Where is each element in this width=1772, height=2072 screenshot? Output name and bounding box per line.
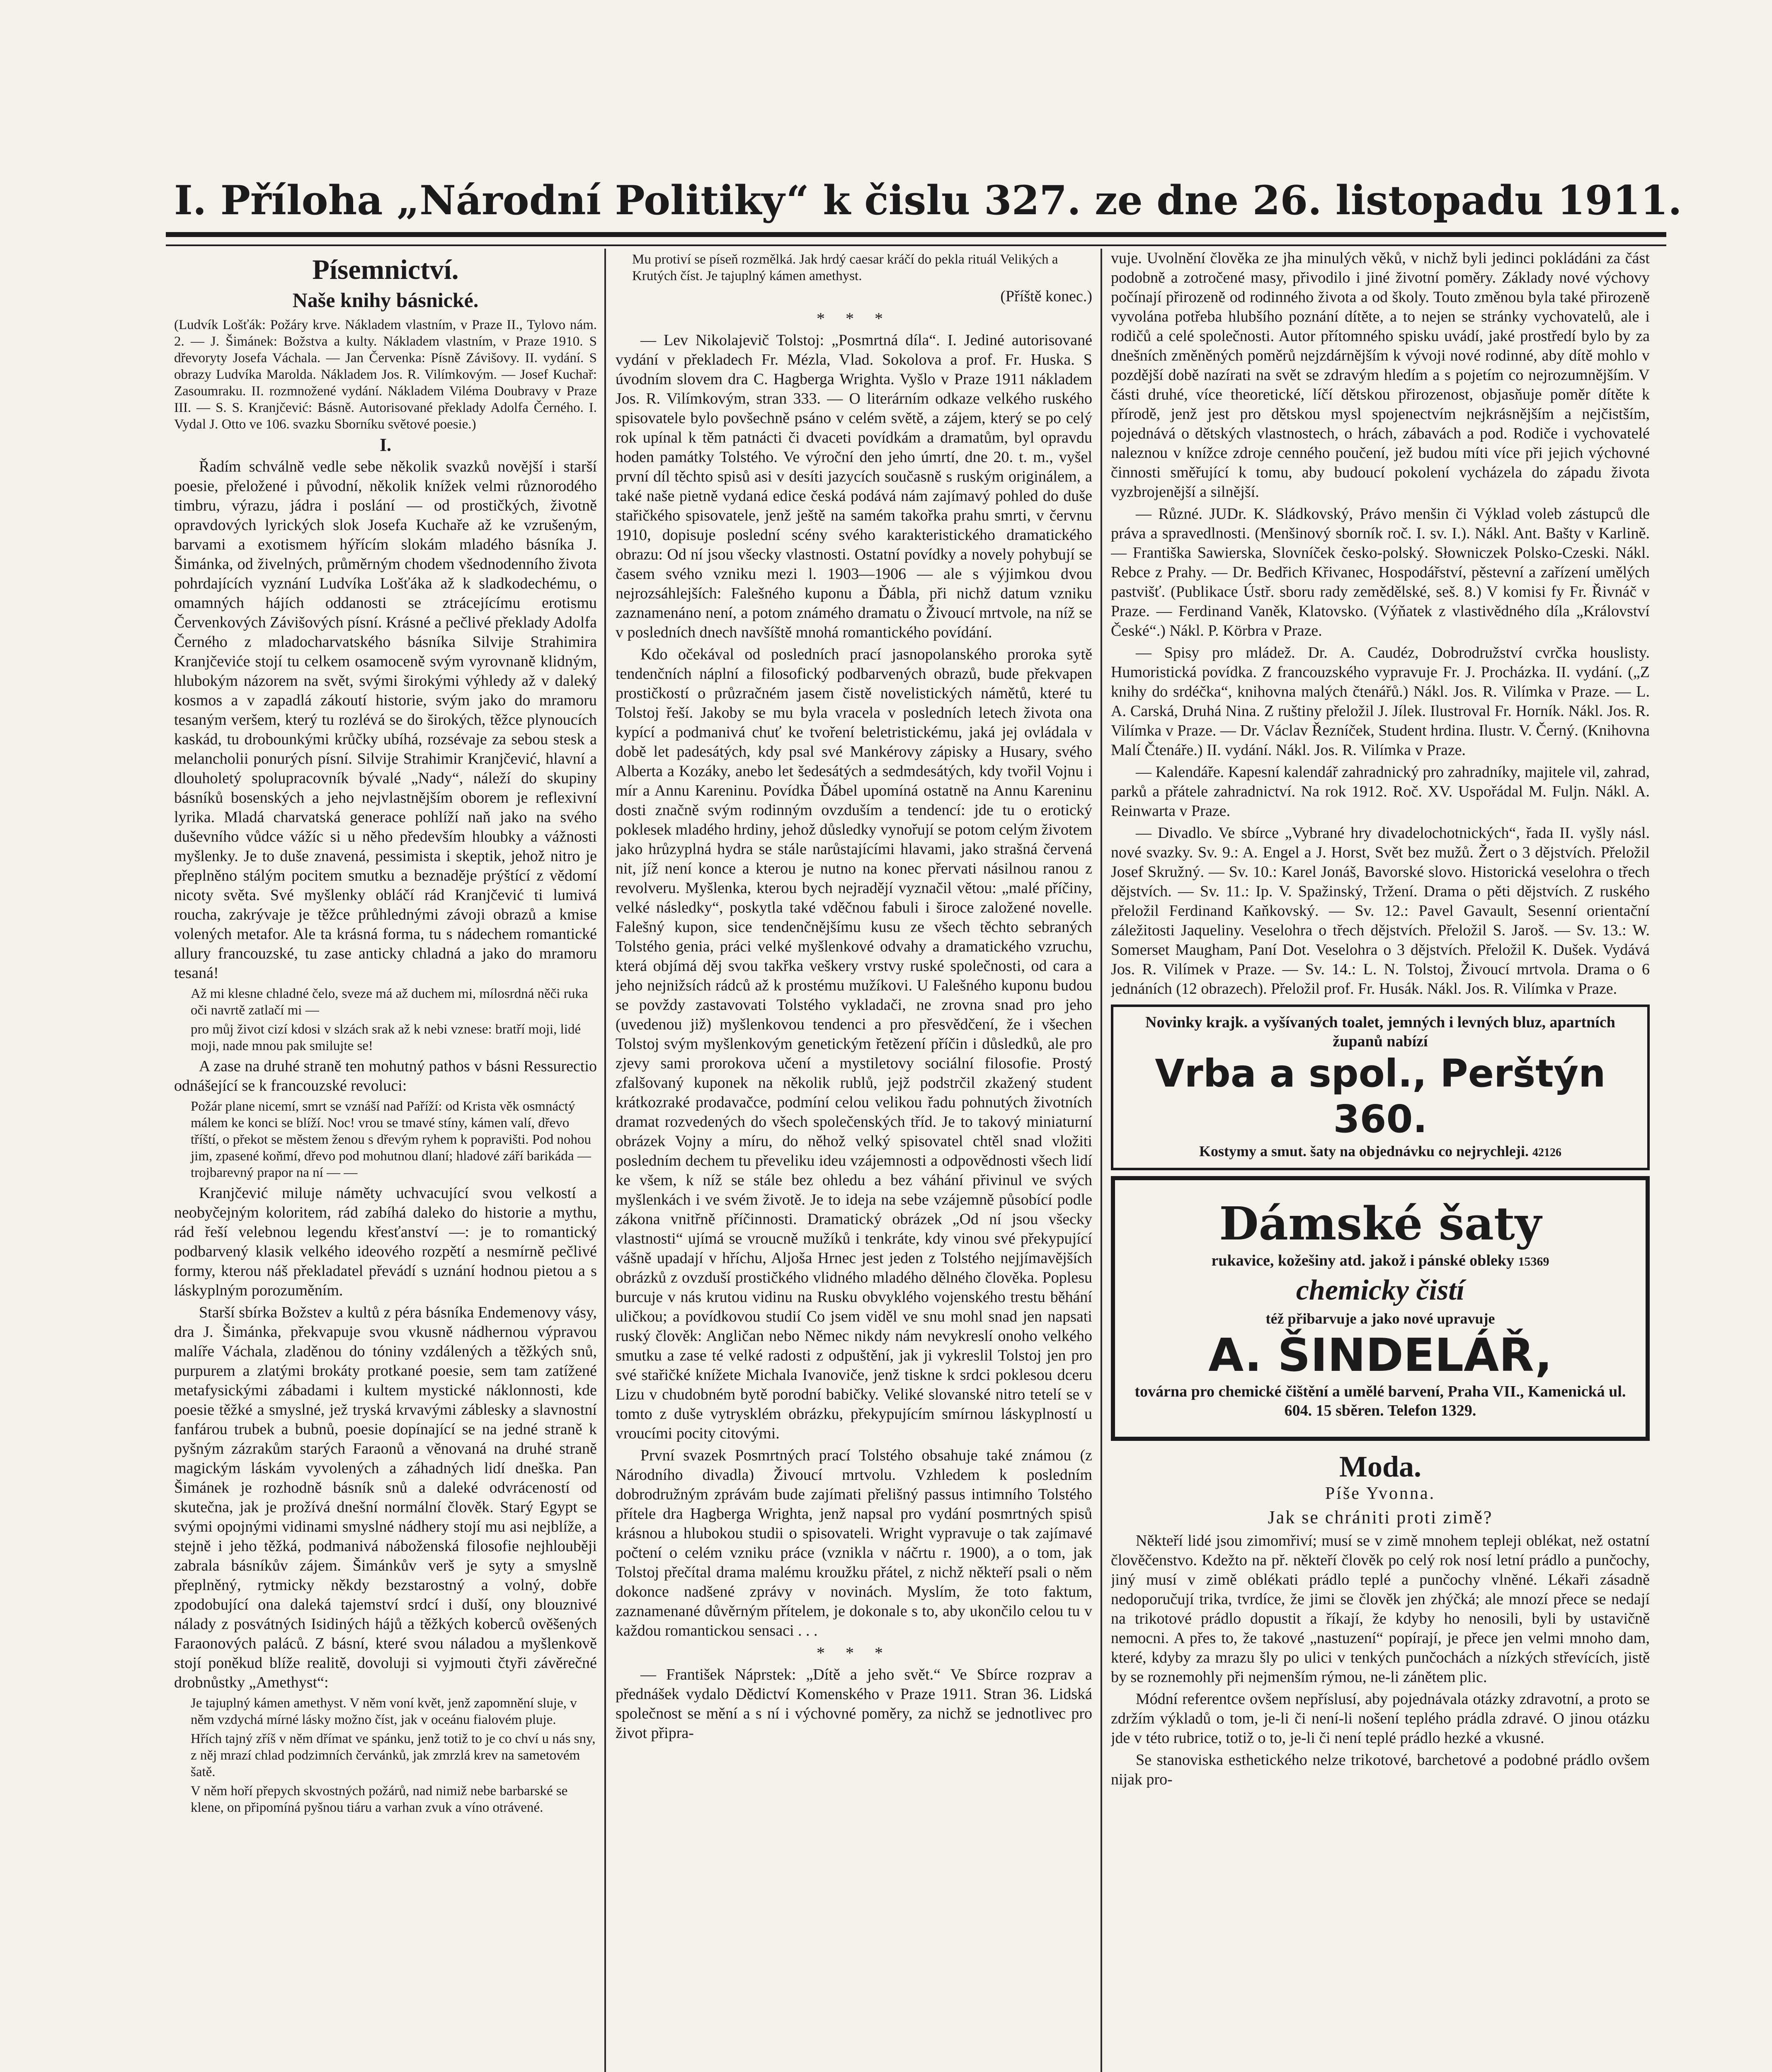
ad-text: Novinky krajk. a vyšívaných toalet, jemných i levných bluz, apartních županů nabízí — [1145, 1014, 1615, 1050]
paragraph: První svazek Posmrtných prací Tolstého obsahuje také známou (z Národního divadla) Živoucí mrtvolu. Vzhledem k posledním dobrodružným zprávám bude zajímati přelišný passus intimního Tolstého přítele dra Hagberga Wrighta, jenž napsal pro vydání posmrtných spisů krásnou a hlubokou studii o spisovateli. Wright vypravuje o tak zajímavé počtení o celém vzniku práce (vznikla v náčrtu r. 1900), a o tom, jak Tolstoj přečítal drama malému kroužku přátel, z nichž někteří psali o něm dokonce nadšené zprávy v novinách. Myslím, že toto faktum, zaznamenané důvěrným přítelem, je dokonale s to, aby ukončilo celou tu v každou romantickou sensaci . . . — [616, 1447, 1092, 1639]
ad-text — [1127, 1251, 1633, 1272]
ad-number: 15369 — [1518, 1255, 1549, 1268]
header-rule-thin — [166, 244, 1666, 246]
paragraph: Módní referentce ovšem nepříslusí, aby pojednávala otázky zdravotní, a proto se zdržím výkladů o tom, je-li či není-li nošení teplého prádla zdravé. O jinou otázku jde v této rubrice, totiž o to, je-li či není teplé prádlo hezké a vkusné. — [1111, 1690, 1650, 1747]
moda-title: Moda. — [1339, 1450, 1421, 1483]
paragraph: Někteří lidé jsou zimomřiví; musí se v zimě mnohem tepleji oblékat, než ostatní člověčenstvo. Kdežto na př. někteří člověk po celý rok nosí letní prádlo a punčochy, jiný musí v zimě oblékati prádlo teplé a punčochy vlněné. Lékaři zásadně nedoporučují trika, tvrdíce, že jimi se člověk jen zhýčká; ale mnozí přece se nedají na trikotové prádlo dopustit a říkají, že kdyby ho nenosili, byli by ustavičně nemocni. A přes to, že takové „nastuzení“ popírají, je přece jen velmi mnoho dam, které, kdyby za mrazu šly po ulici v tenkých punčochách a nízkých střevících, jistě by se roznemohly při nejmenším rýmou, ne-li zánětem plic. — [1111, 1532, 1650, 1686]
paragraph: — Divadlo. Ve sbírce „Vybrané hry divadelochotnických“, řada II. vyšly násl. nové svazky. Sv. 9.: A. Engel a J. Horst, Svět bez mužů. Žert o 3 dějstvích. Přeložil Josef Skružný. — Sv. 10.: Karel Jonáš, Bavorské slovo. Historická veselohra o třech dějstvích. — Sv. 11.: Ip. V. Spažinský, Tržení. Drama o pěti dějstvích. Z ruského přeložil Ferdinand Kaňkovský. — Sv. 12.: Pavel Gavault, Sesenní orientační záležitosti Jaqueliny. Veselohra o třech dějstvích. Přeložil S. Jaroš. — Sv. 13.: W. Somerset Maugham, Paní Dot. Veselohra o 3 dějstvích. Přeložil K. Dušek. Vydává Jos. R. Vilímek v Praze. — Sv. 14.: L. N. Tolstoj, Živoucí mrtvola. Drama o 6 jednáních (12 obrazech). Přeložil prof. Fr. Husák. Nákl. Jos. R. Vilímka v Praze. — [1111, 824, 1650, 997]
intro-paragraph: (Ludvík Lošťák: Požáry krve. Nákladem vlastním, v Praze II., Tylovo nám. 2. — J. Šimánek: Božstva a kulty. Nákladem vlastním, v Praze 1910. S dřevoryty Josefa Váchala. — Jan Červenka: Písně Závišovy. II. vydání. S obrazy Ludvíka Marolda. Nákladem Jos. R. Vilímkovým. — Josef Kuchař: Zasoumraku. II. rozmnožené vydání. Nákladem Viléma Doubravy v Praze III. — S. S. Kranjčević: Básně. Autorisované překlady Adolfa Černého. I. Vydal J. Otto ve 106. svazku Sborníku světové poesie.) — [174, 317, 597, 432]
column-divider-1 — [604, 249, 606, 2072]
paragraph: Kdo očekával od posledních prací jasnopolanského proroka sytě tendenčních náplní a filosofický podbarvených obrazů, bude překvapen prostičkostí o průzračném jasem čistě novelistických námětů, které tu Tolstoj řeší. Jakoby se mu byla vracela v posledních letech života ona kypící a podmanivá chuť ke tvoření beletristickému, jaká jej ovládala v době let padesátých, kdy psal své Mankérovy zápisky a Husary, svého Alberta a Kozáky, anebo let šedesátých a sedmdesátých, kdy tvořil Vojnu i mír a Annu Kareninu. Povídka Ďábel upomíná ostatně na Annu Kareninu dosti značně svým rodinným ovzduším a tendencí: jde tu o erotický poklesek mladého hrdiny, jehož důsledky vynořují se potom celým životem jako hrůzyplná hydra se stále narůstajícími hlavami, jako strašná červená nit, jíž není konce a kterou je nutno na konec přervati násilnou ranou z revolveru. Myšlenka, kterou bych nejradějí vyznačil větou: „malé příčiny, velké následky“, poskytla také vděčnou fabuli i široce založené novelle. Falešný kupon, sice tendenčnějšímu kusu ze všech těchto sebraných Tolstého genia, práci velké myšlenkové odvahy a dramatického vzruchu, která objímá děj svou takřka veškery vrstvy ruské společnosti, od cara a jeho nejnižsích rádců až k prostému mužíkovi. U Falešného kuponu budou se povždy zastavovati Tolstého vykladači, ne zrovna snad pro jeho (uvedenou již) myšlenkovou tendenci a pro přesvědčení, že i všechen Tolstoj svým myšlenkovým genetickým řetězení příčin i důsledků, ale pro zjevy sami prorokova učení a mystiletovy sociální filosofie. Prostý zfalšovaný kuponek na několik rublů, jejž podstrčil zkažený student krátkozraké prodavačce, podmíní celou velikou řadu pohnutých životních dramat rozvedených do všech společenských tříd. Je to takový miniaturní obrázek Vojny a míru, do něhož velký spisovatel chtěl snad vložiti posledním dechem tu převeliku ideu vzájemnosti a odpovědnosti všech lidí ke všem, k níž se stále bez ohledu a bez váhání přivinul ve svých myšlenkách i ve svém životě. Je to ideja na sebe vzájemně působící podle zákona vnitřně příčinnosti. Dramatický obrázek „Od ní jsou všecky vlastnosti“ ujímá se vroucně mužíků i tenkráte, kdy vinou své překypující vášně upadají v hříchu, Aljoša Hrnec jest jeden z Tolstého nejjímavějších obrázků z ovzduší prostičkého vlidného mladého dělného člověka. Poplesu burcuje v nás krutou vidinu na Rusku obvyklého vojenského trestu běhání uličkou; a povídkovou studií Co jsem viděl ve snu mohl snad jen napsati ruský člověk: Angličan nebo Němec nikdy nám nevykreslí onoho velkého smutku a zase té velké radosti z odpuštění, jak ji vykreslil Tolstoj jen pro své stařičké knížete Michala Ivanoviče, jenž tiskne k srdci poklesou dceru Lizu v chudobném bytě porodní babičky. Veliké slovanské nitro tetelí se v tomto z duše vytrysklém obrázku, překypujícím smírnou láskyplností u vroucími pocity citovými. — [616, 646, 1092, 1442]
column-divider-2 — [1101, 249, 1102, 2072]
paragraph: — Lev Nikolajevič Tolstoj: „Posmrtná díla“. I. Jediné autorisované vydání v překladech Fr. Mézla, Vlad. Sokolova a prof. Fr. Huska. S úvodním slovem dra C. Hagberga Wrighta. Vyšlo v Praze 1911 nákladem Jos. R. Vilímkovým, stran 333. — O literárním odkaze velkého ruského spisovatele bylo povšechně psáno v celém světě, a zájem, který se po celý rok upínal k těm patnácti či dvaceti povídkám a dramatům, byl opravdu hoden památky Tolstého. Ve výroční den jeho úmrtí, dne 20. t. m., vyšel první díl těchto spisů asi v desíti jazycích současně s ruským originálem, a také naše pietně vydaná edice česká podává nám zajímavý pohled do duše stařičkého spisovatele, jenž ještě na samém takořka prahu smrti, v červnu 1910, dopisuje poslední scény svého karakteristického dramatického obrazu: Od ní jsou všecky vlastnosti. Ostatní povídky a novely pohybují se časem svého vzniku mezi l. 1903—1906 — ale s výjimkou dvou nejrozsáhlejších: Falešného kuponu a Ďábla, při nichž datum vzniku zaznamenáno není, a potom známého dramatu o Živoucí mrtvole, na níž se v posledních dnech navšíště mnohá romantického povídání. — [616, 332, 1092, 641]
moda-author: Píše Yvonna. — [1325, 1484, 1436, 1503]
ad-company-name: A. ŠINDELÁŘ, — [1208, 1329, 1552, 1382]
poem-stanza: Hřích tajný zříš v něm dřímat ve spánku, jenž totiž to je co chví u nás sny, z něj mrazí chlad podzimních červánků, jak zmrzlá krev na sametovém šatě. — [191, 1731, 596, 1779]
ad-text: též přibarvuje a jako nové upravuje — [1265, 1310, 1495, 1327]
ad-text-line: Kostymy a smut. šaty na objednávku co nejrychleji. — [1199, 1143, 1529, 1159]
header-rule — [166, 232, 1666, 237]
ad-subheadline: chemicky čistí — [1296, 1274, 1465, 1306]
continuation-note: (Příště konec.) — [1000, 288, 1092, 305]
paragraph: Se stanoviska esthetického nelze trikotové, barchetové a podobné prádlo ovšem nijak pro- — [1111, 1751, 1650, 1788]
moda-question: Jak se chrániti proti zimě? — [1268, 1507, 1493, 1527]
advertisement-vrba — [1111, 1005, 1650, 1170]
poem-stanza: Je tajuplný kámen amethyst. V něm voní květ, jenž zapomnění sluje, v něm vzdychá mírné lásky možno číst, jak v oceánu fialovém pluje. — [191, 1696, 577, 1727]
section-title: Písemnictví. — [312, 254, 459, 285]
ad-text: továrna pro chemické čištění a umělé barvení, Praha VII., Kamenická ul. 604. 15 sběren. Telefon 1329. — [1134, 1383, 1626, 1419]
paragraph: vuje. Uvolnění člověka ze jha minulých věků, v nichž byli jedinci pokládáni za část podobně a zotročené masy, přivodilo i jiné životní poměry. Základy nové výchovy počínají přirozeně od rodinného života a od školy. Touto změnou byla také přirozeně vyvolána potřeba hlubšího poznání dítěte, a to nejen se stránky vychovatelů, ale i rodičů a celé společnosti. Autor přítomného spisku uvádí, jaké prostředí bylo by za dnešních změněných poměrů nejzdárnějším k vývoji nové rodinné, aby dítě mohlo v pozdější době nazírati na svět se zdravým hledím a s pojetím co nejrozumnějším. V části druhé, více theoretické, líčí dětskou přirozenost, objasňuje poměr dítěte k přírodě, jenž jest pro dětskou mysl spojenectvím nejkrásnějším a nejčistším, pojednává o dětských vlastnostech, o hrách, zábavách a pod. Rodiče i vychovatelé naleznou v knížce zdroje cenného poučení, jež budou míti více při jejich výchovné činnosti směřující k tomu, aby budoucí pokolení vycházela do západu života vyzbrojenější a silnější. — [1111, 249, 1650, 501]
paragraph: Starší sbírka Božstev a kultů z péra básníka Endemenovy vásy, dra J. Šimánka, překvapuje svou vkusně nádhernou výpravou malíře Váchala, zladěnou do tóniny vzdálených a těžkých snů, purpurem a zlatými brokáty protkané poesie, sem tam zatížené metafysickými zábadami i kultem mystické náklonnosti, kde poesie těžké a smyslné, jež tryská krvavými záblesky a slavnostní fanfárou trubek a bubnů, poesie dopínající se na jedné straně k pyšným zázrakům starých Faraonů a věnovaná na druhé straně magickým láskám vyvolených a záhadných lidí dneška. Pan Šimánek je rozhodně básník snů a daleké odvráceností od skutečna, jak je prožívá dnešní normální člověk. Starý Egypt se svými opojnými vidinami smyslné nádhery stojí mu asi nejblíže, a stejně i jeho těžká, podmanivá náboženská filosofie nejhlouběji zabrala básníkův zájem. Šimánkův verš je syty a smyslně přeplněný, rytmicky někdy bezstarostný a volný, dobře zpodobující ona daleká tajemství srdcí i duší, ony blouznivé nálady z posvátných Isidiných hájů a těžkých koberců ověšených Faraonových paláců. Z básní, které svou náladou a myšlenkově stojí poněkud blíže realitě, dovoluji si vyjmouti čtyři závěrečné drobnůstky „Amethyst“: — [174, 1304, 597, 1691]
paragraph: A zase na druhé straně ten mohutný pathos v básni Ressurectio odnášející se k francouzské revoluci: — [174, 1058, 597, 1094]
poem-stanza: Mu protiví se píseň rozmělká. Jak hrdý caesar kráčí do pekla rituál Velikých a Krutých číst. Je tajuplný kámen amethyst. — [632, 252, 1058, 283]
paragraph: — Různé. JUDr. K. Sládkovský, Právo menšin či Výklad voleb zástupců dle práva a spravedlnosti. (Menšinový sborník roč. I. sv. I.). Nákl. Ant. Bašty v Karlině. — Františka Sawierska, Slovníček česko-polský. Słowniczek Polsko-Czeski. Nákl. Rebce z Prahy. — Dr. Bedřich Křivanec, Hospodářství, pěstevní a zařízení umělých pastvišť. (Publikace Ústř. sboru rady zemědělské, seš. 8.) V komisi fy Fr. Řivnáč v Praze. — Ferdinand Vaněk, Klatovsko. (Výňatek z vlastivědného díla „Království České“.) Nákl. P. Körbra v Praze. — [1111, 505, 1650, 639]
poem-stanza: pro můj život cizí kdosi v slzách srak až k nebi vznese: bratří moji, lidé moji, nade mnou pak smilujte se! — [191, 1022, 581, 1053]
page-header — [174, 153, 1682, 224]
separator: * * * — [817, 309, 891, 328]
column-3 — [1111, 249, 1650, 2072]
ad-text — [1121, 1142, 1640, 1162]
separator: * * * — [817, 1644, 891, 1662]
paragraph: Řadím schválně vedle sebe několik svazků novější i starší poesie, přeložené i původní, několik knížek velmi různorodého timbru, výrazu, jádra i poslání — od prostičkých, životně opravdových lyrických slok Josefa Kuchaře až ke vzrušeným, barvami a exotismem hýřícím slokám mladého básníka J. Šimánka, od živelných, průměrným chodem všednodenního života pohrdajících vyznání Ludvíka Lošťáka až k sladkodechému, o omamných hájích oddanosti se ztrácejícímu erotismu Červenkových Závišových písní. Krásné a pečlivé překlady Adolfa Černého z mladocharvatského básníka Silvije Strahimira Kranjčeviće stojí tu celkem osamoceně svým vyrovnaně klidným, hlubokým názorem na svět, svými širokými výhledy až v daleký kosmos a v zapadlá zákoutí historie, svým jako do mramoru tesaným veršem, který tu rozlévá se do širokých, těžce plynoucích kaskád, tu drobounkými krůčky ubíhá, rozsévaje za sebou stesk a melancholii ponurých písní. Silvije Strahimir Kranjčević, hlavní a dlouholetý spolupracovník bývalé „Nady“, náleží do skupiny básníků bosenských a jeho nejvlastnějším oborem je reflexivní lyrika. Mladá charvatská generace pohlíží naň jako na svého duševního vůdce vážíc si u něho především hloubky a vážnosti myšlenky. Je to duše znavená, pessimista i skeptik, jehož nitro je přeplněno stálým pocitem smutku a beznaděje prýštící z vědomí nicoty světa. Své myšlenky obláčí rád Kranjčević ti lumivá roucha, zakrývaje je těžce průhlednými závoji obrazů a kmise volených metafor. Ale ta krásná forma, tu s nádechem romantické allury francouzské, tu zase anticky chladná a jako do mramoru tesaná! — [174, 458, 597, 982]
poem-stanza: Až mi klesne chladné čelo, sveze má až duchem mi, mílosrdná něči ruka oči navrtě zatlačí mi — — [191, 986, 588, 1018]
header-text: I. Příloha „Národní Politiky“ k čislu 327. ze dne 26. listopadu 1911. — [174, 177, 1682, 224]
column-2 — [616, 249, 1092, 2072]
section-subtitle: Naše knihy básnické. — [292, 288, 479, 312]
column-1 — [174, 249, 597, 2072]
ad-text-line: rukavice, kožešiny atd. jakož i pánské obleky — [1211, 1252, 1515, 1269]
paragraph: Kranjčević miluje náměty uchvacující svou velkostí a neobyčejným koloritem, rád zabíhá daleko do historie a mythu, rád řeší velebnou legendu křesťanství —: je to romantický podbarvený klasik velkého ideového rozpětí a nesmírně pečlivé formy, kterou náš překladatel převádí s uznání hodnou pietou a s láskyplným porozuměním. — [174, 1184, 597, 1299]
roman-numeral: I. — [379, 435, 392, 455]
ad-headline: Vrba a spol., Perštýn 360. — [1155, 1051, 1606, 1141]
ad-number: 42126 — [1532, 1146, 1561, 1159]
ad-headline: Dámské šaty — [1219, 1197, 1542, 1250]
poem-stanza: V něm hoří přepych skvostných požárů, nad nimiž nebe barbarské se klene, on připomíná pyšnou tiáru a varhan zvuk a víno otrávené. — [191, 1784, 568, 1815]
poem-stanza: Požár plane nicemí, smrt se vznáší nad Paříží: od Krista věk osmnáctý málem ke konci se blíží. Noc! vrou se tmavé stíny, kámen valí, dřevo tříští, o překot se městem ženou s dřevým ryhem k popravišti. Pod nohou jim, zpasené koňmí, dřevo pod mohutnou dlaní; hladové září barikáda — trojbarevný prapor na ní — — — [191, 1099, 591, 1180]
paragraph: — František Náprstek: „Dítě a jeho svět.“ Ve Sbírce rozprav a přednášek vydalo Dědictví Komenského v Praze 1911. Stran 36. Lidská společnost se mění a s ní i výchovné poměry, za nichž se jednotlivec pro život připra- — [616, 1666, 1092, 1742]
advertisement-sindelar — [1111, 1176, 1650, 1441]
paragraph: — Spisy pro mládež. Dr. A. Caudéz, Dobrodružství cvrčka houslisty. Humoristická povídka. Z francouzského vypravuje Fr. J. Procházka. II. vydání. („Z knihy do srdéčka“, knihovna malých čtenářů.) Nákl. Jos. R. Vilímka v Praze. — L. A. Carská, Druhá Nina. Z ruštiny přeložil J. Jílek. Ilustroval Fr. Horník. Nákl. Jos. R. Vilímka v Praze. — Dr. Václav Řezníček, Student hrdina. Ilustr. V. Černý. (Knihovna Malí Čtenáře.) II. vydání. Nákl. Jos. R. Vilímka v Praze. — [1111, 644, 1650, 759]
paragraph: — Kalendáře. Kapesní kalendář zahradnický pro zahradníky, majitele vil, zahrad, parků a přátele zahradnictví. Na rok 1912. Roč. XV. Uspořádal M. Fuljn. Nákl. A. Reinwarta v Praze. — [1111, 763, 1650, 820]
